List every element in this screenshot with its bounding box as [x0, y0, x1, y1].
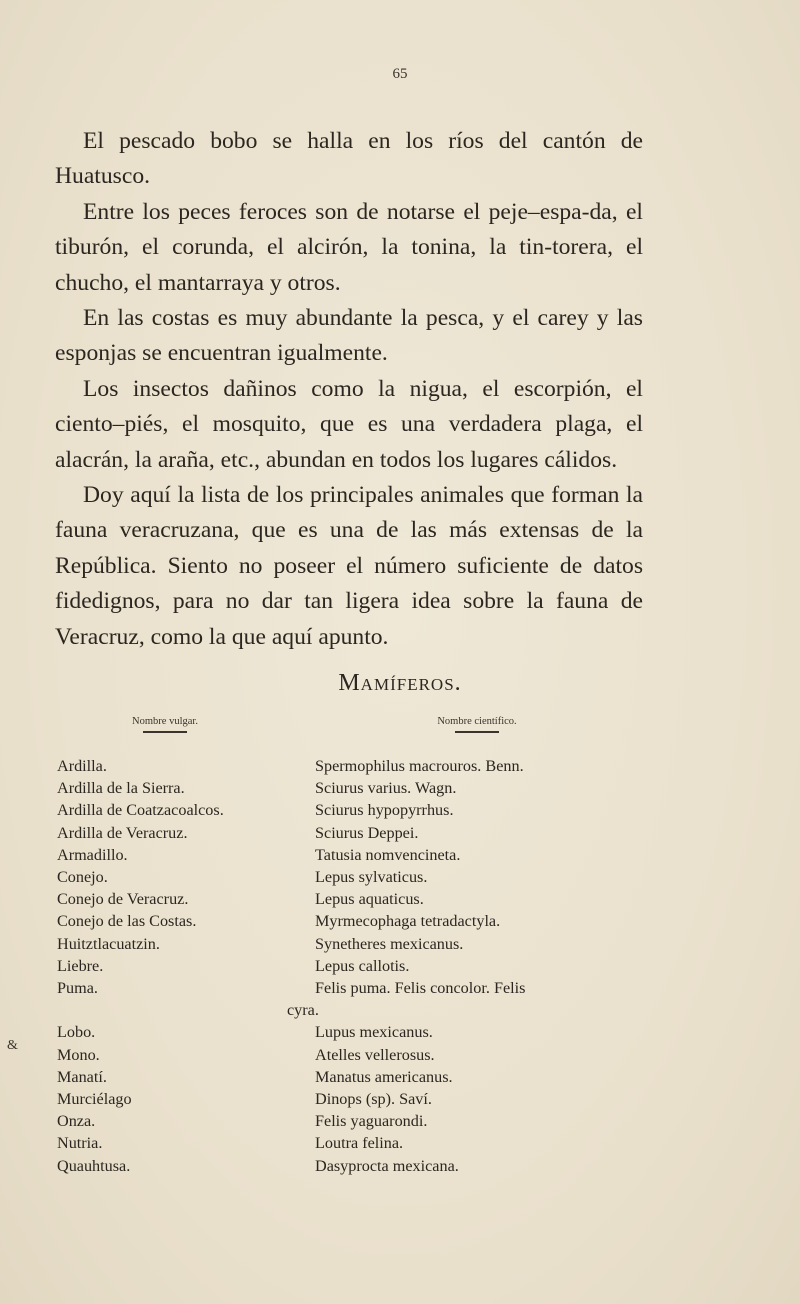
- common-name: Armadillo.: [57, 845, 128, 864]
- common-name: Ardilla de Veracruz.: [57, 823, 188, 842]
- scientific-name: Sciurus varius. Wagn.: [315, 779, 457, 798]
- common-name: Quauhtusa.: [57, 1156, 131, 1175]
- common-name: Conejo de las Costas.: [57, 912, 197, 931]
- column-header-common-label: Nombre vulgar.: [132, 716, 198, 727]
- table-row: [57, 844, 657, 866]
- column-header-rule: [455, 731, 499, 733]
- common-name: Murciélago: [57, 1090, 132, 1109]
- table-row: [57, 955, 657, 977]
- scientific-name: Dinops (sp). Saví.: [315, 1090, 432, 1109]
- common-name: Conejo de Veracruz.: [57, 890, 189, 909]
- scientific-name: Felis puma. Felis concolor. Felis: [315, 979, 526, 998]
- table-row: [57, 1021, 657, 1043]
- scientific-name: Manatus americanus.: [315, 1067, 453, 1086]
- table-row: [57, 933, 657, 955]
- table-row: [57, 755, 657, 777]
- scientific-name: Myrmecophaga tetradactyla.: [315, 912, 501, 931]
- scientific-name: Spermophilus macrouros. Benn.: [315, 757, 524, 775]
- paragraph: Doy aquí la lista de los principales animales que forman la fauna veracruzana, que es una de las más extensas de la República. Siento no poseer el número suficiente de datos fidedignos, para no dar tan ligera idea sobre la fauna de Veracruz, como la que aquí apunto.: [55, 482, 643, 650]
- scientific-name: Synetheres mexicanus.: [315, 934, 464, 953]
- table-row: [57, 866, 657, 888]
- column-header-common: [125, 716, 205, 733]
- scientific-name-continuation: cyra.: [287, 1001, 319, 1020]
- common-name: Huitztlacuatzin.: [57, 934, 160, 953]
- column-header-scientific: [422, 716, 532, 733]
- common-name: Liebre.: [57, 956, 104, 975]
- scientific-name: Lupus mexicanus.: [315, 1023, 433, 1042]
- scientific-name-block: [287, 977, 657, 1021]
- scientific-name: Loutra felina.: [315, 1134, 404, 1153]
- paragraph: En las costas es muy abundante la pesca, y el carey y las esponjas se encuentran igualmente.: [55, 305, 643, 367]
- common-name: Manatí.: [57, 1067, 107, 1086]
- body-text: [55, 124, 643, 655]
- table-row: [57, 1110, 657, 1132]
- scientific-name: Lepus callotis.: [315, 956, 410, 975]
- table-row: [57, 1044, 657, 1066]
- table-row: [57, 1132, 657, 1154]
- scientific-name: Lepus sylvaticus.: [315, 868, 428, 887]
- common-name: Ardilla de la Sierra.: [57, 779, 185, 798]
- scientific-name: Lepus aquaticus.: [315, 890, 424, 909]
- table-row: [57, 977, 657, 1021]
- scientific-name: Tatusia nomvencineta.: [315, 845, 461, 864]
- table-row: [57, 888, 657, 910]
- common-name: Lobo.: [57, 1023, 96, 1042]
- common-name: Conejo.: [57, 868, 108, 887]
- page-number: 65: [392, 66, 408, 82]
- scientific-name: Sciurus hypopyrrhus.: [315, 801, 454, 820]
- paragraph: Los insectos dañinos como la nigua, el escorpión, el ciento–piés, el mosquito, que es una verdadera plaga, el alacrán, la araña, etc., abundan en todos los lugares cálidos.: [55, 375, 643, 473]
- common-name: Ardilla.: [57, 757, 107, 775]
- scientific-name: Dasyprocta mexicana.: [315, 1156, 459, 1175]
- common-name: Onza.: [57, 1112, 96, 1131]
- scientific-name: Felis yaguarondi.: [315, 1112, 428, 1131]
- paragraph: El pescado bobo se halla en los ríos del cantón de Huatusco.: [55, 128, 643, 190]
- table-row: [57, 910, 657, 932]
- table-row: [57, 799, 657, 821]
- paragraph: Entre los peces feroces son de notarse el peje–espa-da, el tiburón, el corunda, el alcirón, la tonina, la tin-torera, el chucho, el mantarraya y otros.: [55, 198, 643, 296]
- table-row: [57, 822, 657, 844]
- table-row: [57, 1088, 657, 1110]
- table-row: [57, 777, 657, 799]
- column-header-scientific-label: Nombre científico.: [437, 716, 517, 727]
- common-name: Nutria.: [57, 1134, 103, 1153]
- scientific-name: Atelles vellerosus.: [315, 1045, 435, 1064]
- common-name: Puma.: [57, 979, 98, 998]
- table-row: [57, 1155, 657, 1177]
- section-heading: Mamíferos.: [338, 670, 462, 696]
- table-row: [57, 1066, 657, 1088]
- column-header-rule: [143, 731, 187, 733]
- common-name: Mono.: [57, 1045, 100, 1064]
- mammal-table: [57, 755, 657, 1177]
- scientific-name: Sciurus Deppei.: [315, 823, 419, 842]
- common-name: Ardilla de Coatzacoalcos.: [57, 801, 224, 820]
- margin-mark: &: [7, 1038, 18, 1053]
